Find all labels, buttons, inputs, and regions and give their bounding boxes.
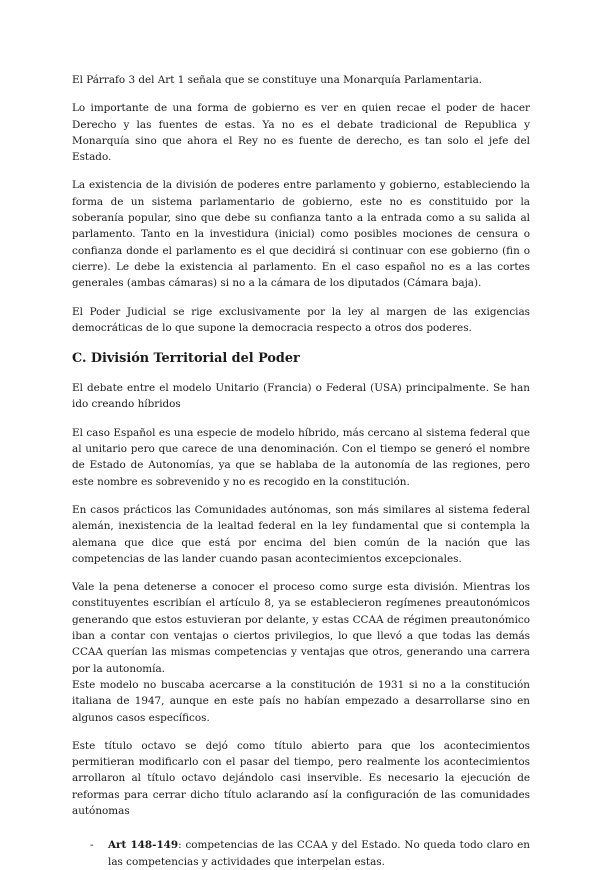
paragraph-debate-modelo: El debate entre el modelo Unitario (Francia) o Federal (USA) principalmente. Se han ido creando híbridos	[72, 382, 530, 411]
list-item	[72, 837, 530, 870]
paragraph-titulo-octavo: Este título octavo se dejó como título abierto para que los acontecimientos permitieran modificarlo con el pasar del tiempo, pero realmente los acontecimientos arrollaron al título octavo dejándolo casi inservible. Es necesario la ejecución de reformas para cerrar dicho título aclarando así la configuración de las comunidades autónomas	[72, 739, 530, 817]
paragraph-poder-judicial: El Poder Judicial se rige exclusivamente por la ley al margen de las exigencias democráticas de lo que supone la democracia respecto a otros dos poderes.	[72, 305, 530, 334]
list-bullet: -	[90, 839, 94, 852]
paragraph-forma-gobierno: Lo importante de una forma de gobierno es ver en quien recae el poder de hacer Derecho y las fuentes de estas. Ya no es el debate tradicional de Republica y Monarquía sino que ahora el Rey no es fuente de derecho, es tan solo el jefe del Estado.	[72, 102, 530, 164]
section-heading: C. División Territorial del Poder	[72, 351, 300, 367]
paragraph-proceso-division: Vale la pena detenerse a conocer el proceso como surge esta división. Mientras los constituyentes escribían el artículo 8, ya se establecieron regímenes preautonómicos generando que estos estuvieran por delante, y estas CCAA de régimen preautonómico iban a contar con ventajas o ciertos privilegios, lo que llevó a que todas las demás CCAA querían las mismas competencias y ventajas que otros, generando una carrera por la autonomía.	[72, 581, 530, 675]
list-item-article: Art 148-149	[108, 839, 179, 852]
article-list	[72, 837, 530, 870]
list-item-text: : competencias de las CCAA y del Estado. No queda todo claro en las competencias y actividades que interpelan estas.	[108, 839, 530, 868]
paragraph-modelo-1931: Este modelo no buscaba acercarse a la constitución de 1931 si no a la constitución italiana de 1947, aunque en este país no habían empezado a desarrollarse sino en algunos casos específicos.	[72, 678, 530, 724]
document-page	[72, 72, 530, 870]
paragraph-monarquia: El Párrafo 3 del Art 1 señala que se constituye una Monarquía Parlamentaria.	[72, 74, 483, 86]
paragraph-division-poderes: La existencia de la división de poderes entre parlamento y gobierno, estableciendo la forma de un sistema parlamentario de gobierno, este no es constituido por la soberanía popular, sino que debe su confianza tanto a la entrada como a su salida al parlamento. Tanto en la investidura (inicial) como posibles mociones de censura o confianza donde el parlamento es el que decidirá si continuar con ese gobierno (fin o cierre). Le debe la existencia al parlamento. En el caso español no es a las cortes generales (ambas cámaras) si no a la cámara de los diputados (Cámara baja).	[72, 179, 530, 290]
paragraph-caso-espanol: El caso Español es una especie de modelo híbrido, más cercano al sistema federal que al unitario pero que carece de una denominación. Con el tiempo se generó el nombre de Estado de Autonomías, ya que se hablaba de la autonomía de las regiones, pero este nombre es sobrevenido y no es recogido en la constitución.	[72, 426, 530, 488]
paragraph-casos-practicos: En casos prácticos las Comunidades autónomas, son más similares al sistema federal alemán, inexistencia de la lealtad federal en la ley fundamental que si contempla la alemana que dice que está por encima del bien común de la nación que las competencias de las lander cuando pasan acontecimientos excepcionales.	[72, 503, 530, 565]
